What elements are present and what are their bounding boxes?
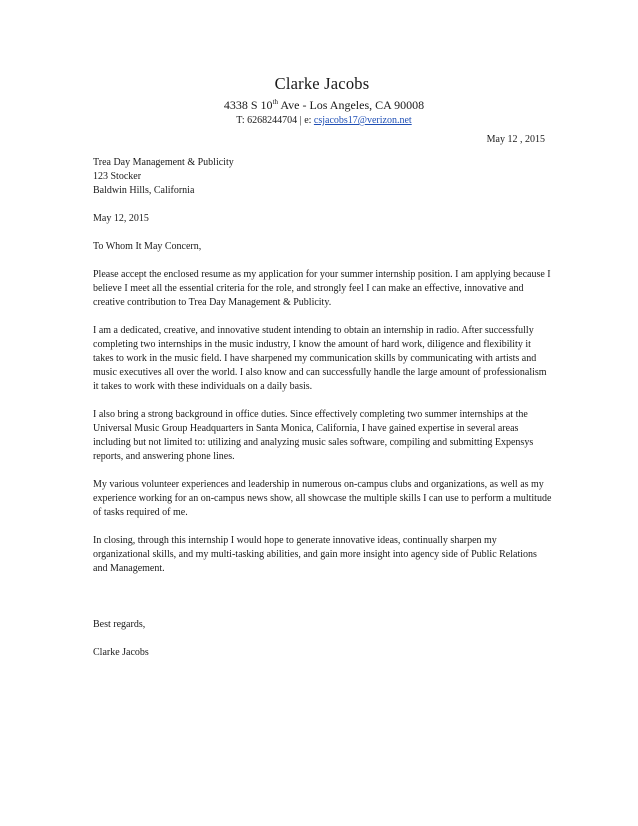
- closing-phrase: Best regards,: [93, 619, 146, 630]
- letter-body: [93, 156, 553, 674]
- recipient-block: [93, 156, 553, 198]
- paragraph-experience: I am a dedicated, creative, and innovative student intending to obtain an internship in radio. After successfully completing two internships in the music industry, I know the amount of hard work, diligence and flexibility it takes to work in the music field. I have sharpened my communication skills by communicating with artists and music executives all over the world. I also know and can successfully handle the large amount of professionalism it takes to work with these individuals on a daily basis.: [93, 325, 547, 392]
- phone-label: T: 6268244704 | e:: [236, 115, 314, 126]
- paragraph-closing: In closing, through this internship I would hope to generate innovative ideas, continually sharpen my organizational skills, and my multi-tasking abilities, and gain more insight into agency side of Public Relations and Management.: [93, 535, 537, 574]
- address-street: Ave - Los Angeles, CA 90008: [278, 98, 425, 112]
- recipient-street: 123 Stocker: [93, 171, 142, 182]
- letter-date: May 12, 2015: [93, 213, 149, 224]
- address-number: 4338 S 10: [223, 98, 273, 112]
- signature-name: Clarke Jacobs: [93, 647, 149, 658]
- email-link[interactable]: csjacobs17@verizon.net: [313, 115, 412, 126]
- recipient-city: Baldwin Hills, California: [93, 185, 195, 196]
- sender-contact: [10, 114, 638, 128]
- paragraph-office-duties: I also bring a strong background in office duties. Since effectively completing two summer internships at the Universal Music Group Headquarters in Santa Monica, California, I have gained expertise in several areas including but not limited to: utilizing and analyzing music sales software, compiling and submitting Expensys reports, and answering phone lines.: [93, 409, 534, 462]
- spacer: [93, 590, 553, 618]
- salutation: To Whom It May Concern,: [93, 241, 202, 252]
- letterhead: [0, 74, 638, 128]
- paragraph-intro: Please accept the enclosed resume as my application for your summer internship position. I am applying because I believe I meet all the essential criteria for the role, and strongly feel I can make an effective, innovative and creative contribution to Trea Day Management & Publicity.: [93, 269, 551, 308]
- header-date: May 12 , 2015: [486, 134, 545, 145]
- address-ordinal: th: [272, 98, 279, 106]
- paragraph-volunteer: My various volunteer experiences and leadership in numerous on-campus clubs and organizations, as well as my experience working for an on-campus news show, all showcase the multiple skills I can use to perform a multitude of tasks required of me.: [93, 479, 552, 518]
- sender-address: [10, 97, 638, 113]
- recipient-company: Trea Day Management & Publicity: [93, 157, 234, 168]
- sender-name: Clarke Jacobs: [274, 74, 370, 93]
